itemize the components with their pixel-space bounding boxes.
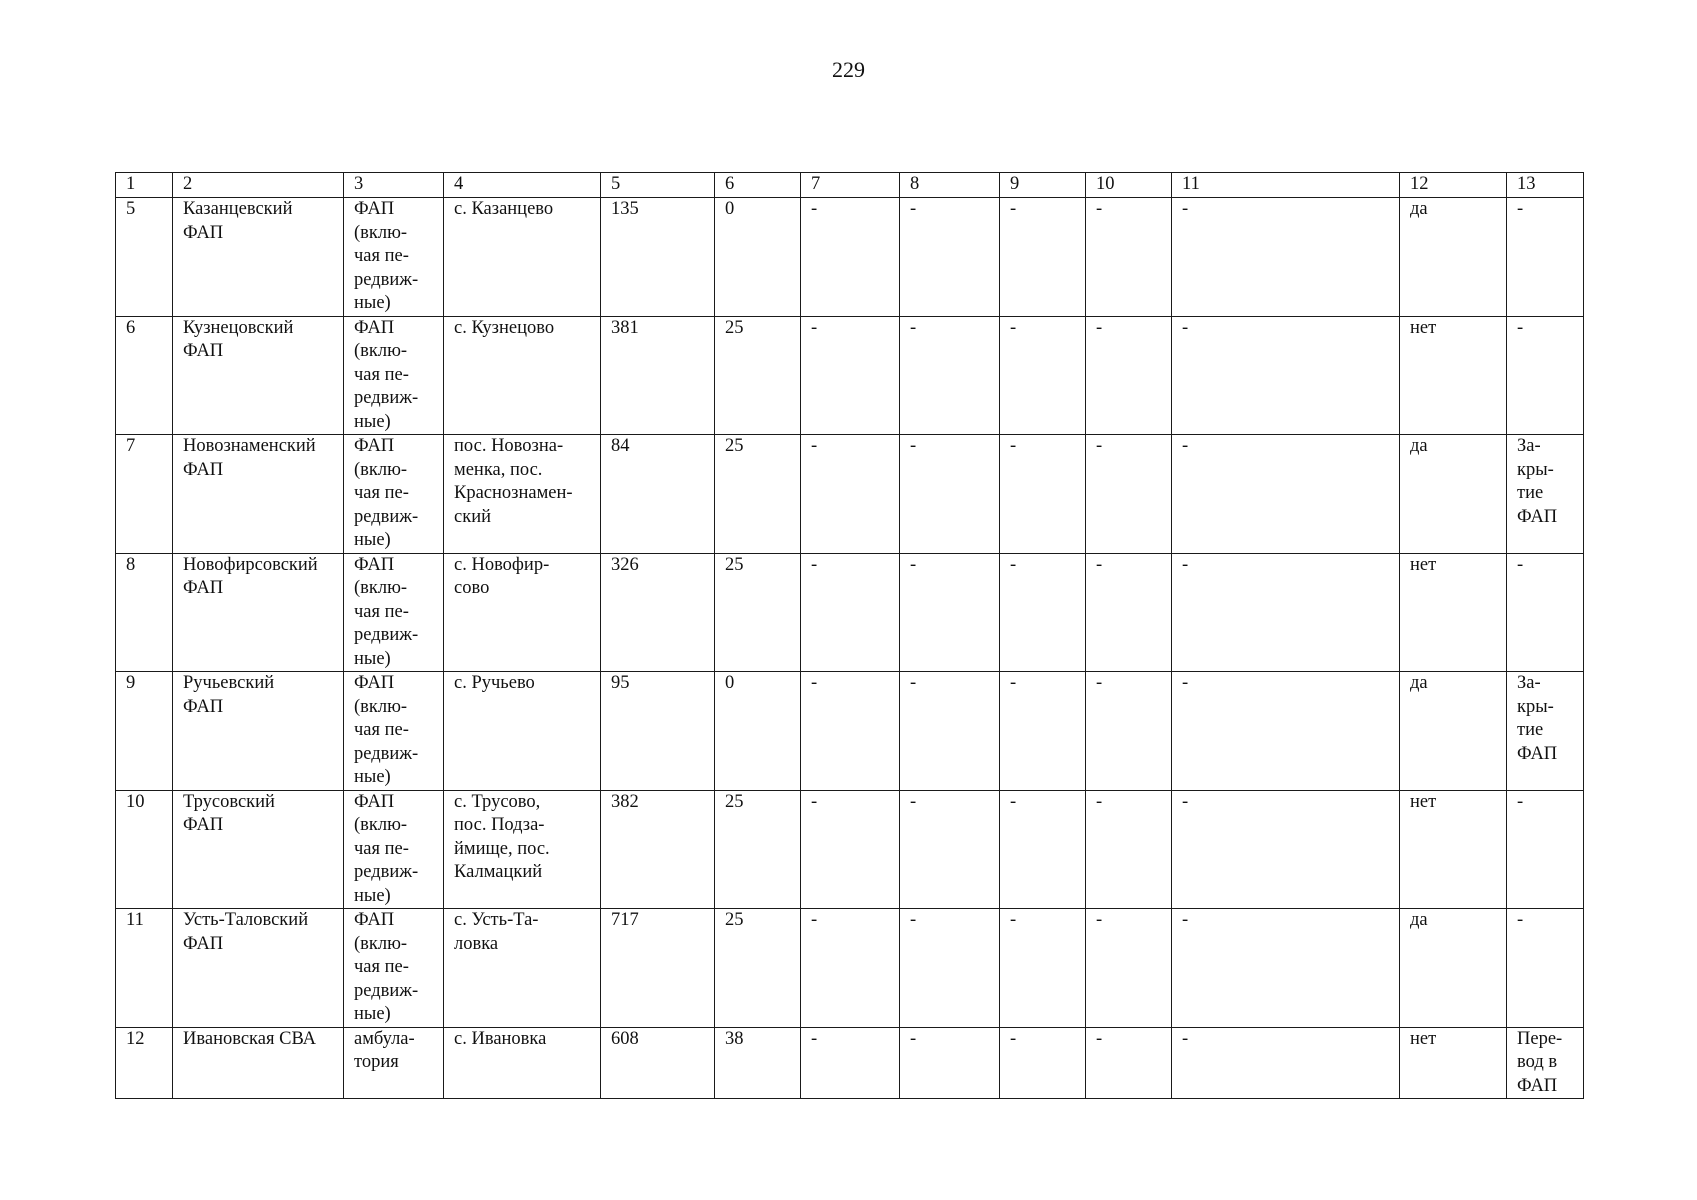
table-cell: 6 <box>116 316 173 435</box>
table-cell: 38 <box>715 1027 801 1099</box>
table-cell: Пере- вод в ФАП <box>1507 1027 1584 1099</box>
table-cell: 5 <box>116 198 173 317</box>
table-cell: с. Ивановка <box>444 1027 601 1099</box>
table-cell: - <box>1507 790 1584 909</box>
table-cell: да <box>1400 435 1507 554</box>
table-cell: - <box>1000 909 1086 1028</box>
column-number-cell: 8 <box>900 173 1000 198</box>
table-cell: 84 <box>601 435 715 554</box>
table-cell: - <box>801 909 900 1028</box>
column-number-cell: 7 <box>801 173 900 198</box>
table-cell: с. Трусово, пос. Подза- ймище, пос. Калмацкий <box>444 790 601 909</box>
table-cell: - <box>1172 435 1400 554</box>
table-cell: - <box>1000 672 1086 791</box>
column-number-row <box>116 173 1584 198</box>
table-cell: да <box>1400 198 1507 317</box>
table-cell: - <box>1172 553 1400 672</box>
table-cell: Ивановская СВА <box>173 1027 344 1099</box>
table-cell: Кузнецовский ФАП <box>173 316 344 435</box>
column-number-cell: 5 <box>601 173 715 198</box>
table-cell: - <box>900 198 1000 317</box>
table-cell: - <box>1172 909 1400 1028</box>
table-cell: - <box>1172 316 1400 435</box>
table-cell: 0 <box>715 672 801 791</box>
table-cell: нет <box>1400 1027 1507 1099</box>
table-cell: да <box>1400 909 1507 1028</box>
table-cell: - <box>1086 672 1172 791</box>
table-cell: ФАП (вклю- чая пе- редвиж- ные) <box>344 909 444 1028</box>
table-cell: - <box>801 435 900 554</box>
table-cell: - <box>1000 198 1086 317</box>
table-cell: нет <box>1400 316 1507 435</box>
table-cell: с. Усть-Та- ловка <box>444 909 601 1028</box>
table-cell: 25 <box>715 553 801 672</box>
table-cell: - <box>1086 553 1172 672</box>
table-cell: с. Новофир- сово <box>444 553 601 672</box>
table-cell: 7 <box>116 435 173 554</box>
table-cell: с. Казанцево <box>444 198 601 317</box>
table-cell: Трусовский ФАП <box>173 790 344 909</box>
table-cell: За- кры- тие ФАП <box>1507 435 1584 554</box>
table-cell: ФАП (вклю- чая пе- редвиж- ные) <box>344 198 444 317</box>
table-cell: - <box>801 316 900 435</box>
table-cell: с. Кузнецово <box>444 316 601 435</box>
table-cell: 135 <box>601 198 715 317</box>
table-row <box>116 316 1584 435</box>
column-number-cell: 2 <box>173 173 344 198</box>
page-number: 229 <box>832 57 865 82</box>
table-cell: - <box>900 316 1000 435</box>
table-cell: Ручьевский ФАП <box>173 672 344 791</box>
table-cell: - <box>801 198 900 317</box>
column-number-cell: 4 <box>444 173 601 198</box>
table-cell: 95 <box>601 672 715 791</box>
table-cell: - <box>1086 435 1172 554</box>
table-cell: пос. Новозна- менка, пос. Краснознамен- ский <box>444 435 601 554</box>
table-cell: - <box>1000 553 1086 672</box>
table-cell: Новофирсовский ФАП <box>173 553 344 672</box>
table-cell: - <box>801 553 900 672</box>
table-row <box>116 1027 1584 1099</box>
table-cell: - <box>900 435 1000 554</box>
table-row <box>116 435 1584 554</box>
table-cell: - <box>900 790 1000 909</box>
table-cell: нет <box>1400 790 1507 909</box>
column-number-cell: 12 <box>1400 173 1507 198</box>
table-cell: Новознаменский ФАП <box>173 435 344 554</box>
table-row <box>116 672 1584 791</box>
table-cell: да <box>1400 672 1507 791</box>
column-number-cell: 9 <box>1000 173 1086 198</box>
table-cell: ФАП (вклю- чая пе- редвиж- ные) <box>344 435 444 554</box>
table-cell: - <box>900 672 1000 791</box>
table-cell: 326 <box>601 553 715 672</box>
table-cell: Усть-Таловский ФАП <box>173 909 344 1028</box>
table-cell: 717 <box>601 909 715 1028</box>
table-cell: ФАП (вклю- чая пе- редвиж- ные) <box>344 553 444 672</box>
table-cell: с. Ручьево <box>444 672 601 791</box>
table-cell: - <box>1000 1027 1086 1099</box>
table-cell: - <box>1507 198 1584 317</box>
table-cell: ФАП (вклю- чая пе- редвиж- ные) <box>344 316 444 435</box>
table-cell: - <box>900 1027 1000 1099</box>
table-cell: - <box>801 790 900 909</box>
table-cell: За- кры- тие ФАП <box>1507 672 1584 791</box>
table-cell: - <box>1086 316 1172 435</box>
table-cell: - <box>1172 790 1400 909</box>
table-cell: 9 <box>116 672 173 791</box>
table-cell: - <box>801 1027 900 1099</box>
table-cell: 10 <box>116 790 173 909</box>
table-row <box>116 909 1584 1028</box>
table-cell: - <box>900 909 1000 1028</box>
table-cell: - <box>1172 672 1400 791</box>
column-number-cell: 10 <box>1086 173 1172 198</box>
table-cell: 608 <box>601 1027 715 1099</box>
table-cell: - <box>1000 435 1086 554</box>
table-cell: - <box>900 553 1000 672</box>
table-cell: - <box>1000 316 1086 435</box>
table-cell: нет <box>1400 553 1507 672</box>
table-cell: 25 <box>715 909 801 1028</box>
table-cell: амбула- тория <box>344 1027 444 1099</box>
table-cell: 11 <box>116 909 173 1028</box>
table-cell: 25 <box>715 435 801 554</box>
table-cell: - <box>1086 790 1172 909</box>
column-number-cell: 13 <box>1507 173 1584 198</box>
table-cell: 382 <box>601 790 715 909</box>
table-cell: - <box>1507 316 1584 435</box>
table-cell: 25 <box>715 790 801 909</box>
table-cell: ФАП (вклю- чая пе- редвиж- ные) <box>344 672 444 791</box>
table-cell: 25 <box>715 316 801 435</box>
table-cell: - <box>1507 553 1584 672</box>
column-number-cell: 3 <box>344 173 444 198</box>
table-cell: - <box>1172 1027 1400 1099</box>
table-cell: - <box>801 672 900 791</box>
facilities-table <box>115 172 1584 1099</box>
table-cell: Казанцевский ФАП <box>173 198 344 317</box>
table-cell: 381 <box>601 316 715 435</box>
table-cell: - <box>1086 198 1172 317</box>
table-cell: - <box>1507 909 1584 1028</box>
table-row <box>116 790 1584 909</box>
table-cell: - <box>1086 1027 1172 1099</box>
table-row <box>116 553 1584 672</box>
table-cell: 12 <box>116 1027 173 1099</box>
table-cell: - <box>1000 790 1086 909</box>
column-number-cell: 1 <box>116 173 173 198</box>
table-cell: 0 <box>715 198 801 317</box>
table-cell: - <box>1172 198 1400 317</box>
column-number-cell: 6 <box>715 173 801 198</box>
table-row <box>116 198 1584 317</box>
table-cell: 8 <box>116 553 173 672</box>
column-number-cell: 11 <box>1172 173 1400 198</box>
table-cell: ФАП (вклю- чая пе- редвиж- ные) <box>344 790 444 909</box>
table-cell: - <box>1086 909 1172 1028</box>
